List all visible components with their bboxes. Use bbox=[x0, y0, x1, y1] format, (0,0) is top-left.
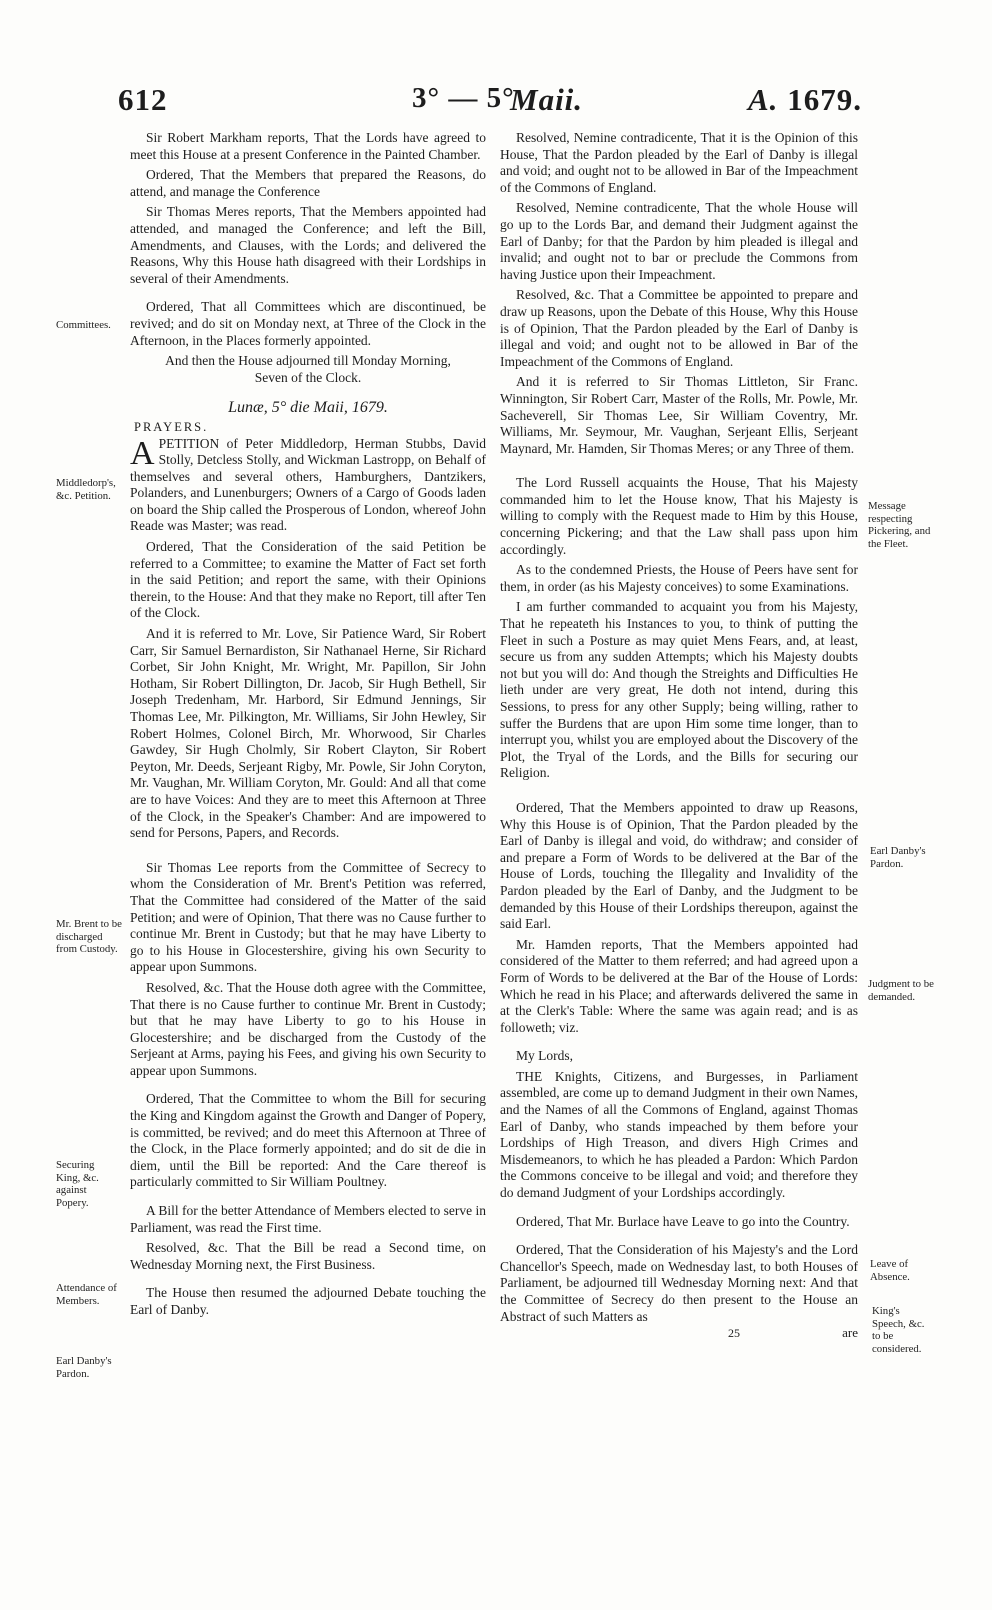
drop-cap: A bbox=[130, 434, 155, 472]
left-p9: Sir Thomas Lee reports from the Committee of Secrecy to whom the Consideration of Mr. Brent's Petition was referred, That the Committee had considered of the Matter of the said Petition; and were of Opinion, That there was no Cause further to continue Mr. Brent in Custody; but that he may have Liberty to go to his House in Glocestershire, giving his own Security to appear upon Summons. bbox=[130, 859, 486, 975]
page-number: 612 bbox=[118, 82, 168, 117]
left-p11: Ordered, That the Committee to whom the Bill for securing the King and Kingdom against the Growth and Danger of Popery, is committed, be revived; and do meet this Afternoon at Three of the Clock, in the Place formerly appointed; and do sit de die in diem, until the Bill be reported: And the Care thereof is particularly committed to Sir William Poultney. bbox=[130, 1091, 486, 1190]
margin-note-danby: Earl Danby's Pardon. bbox=[56, 1355, 112, 1380]
margin-note-securing: Securing King, &c. against Popery. bbox=[56, 1159, 99, 1209]
left-p4: Ordered, That all Committees which are discontinued, be revived; and do sit on Monday next, at Three of the Clock in the Afternoon, in the Places formerly appointed. bbox=[130, 299, 486, 348]
right-p4: And it is referred to Sir Thomas Littleton, Sir Franc. Winnington, Sir Robert Carr, Master of the Rolls, Mr. Powle, Mr. Sacheverell, Sir Thomas Lee, Sir William Coventry, Mr. Williams, Mr. Seymour, Mr. Vaughan, Serjeant Ellis, Serjeant Maynard, Mr. Hamden, Sir Thomas Meres; or any Three of them. bbox=[500, 374, 858, 456]
right-p7: I am further commanded to acquaint you from his Majesty, That he repeateth his Instances to you, to think of putting the Fleet in such a Posture as may quiet Mens Fears, and, at least, secure us from any sudden Attempts; which his Majesty doubts not but you will do: And though the Streights and Difficulties He lieth under are very great, He doth not intend, during this Sessions, to press for any other Supply; being willing, rather to suffer the Burdens that are upon Him some time longer, than to interrupt you, whilst you are employed about the Discovery of the Plot, the Tryal of the Lords, and the Bills for securing our Religion. bbox=[500, 599, 858, 781]
page-footer bbox=[500, 1325, 858, 1343]
header-year bbox=[748, 82, 862, 118]
right-p1: Resolved, Nemine contradicente, That it is the Opinion of this House, That the Pardon pleaded by the Earl of Danby is illegal and void; and ought not to be allowed in Bar of the Impeachment of the Commons of England. bbox=[500, 130, 858, 195]
left-p6 bbox=[130, 436, 486, 536]
right-p5: The Lord Russell acquaints the House, That his Majesty commanded him to let the House know, That his Majesty is willing to comply with the Request made to Him by this House, concerning Pickering; and that the Law shall pass upon him accordingly. bbox=[500, 475, 858, 557]
right-p11: Ordered, That Mr. Burlace have Leave to go into the Country. bbox=[516, 1213, 850, 1229]
margin-note-leave: Leave of Absence. bbox=[870, 1258, 910, 1283]
left-p1: Sir Robert Markham reports, That the Lords have agreed to meet this House at a present Conference in the Painted Chamber. bbox=[130, 130, 486, 162]
right-p9: Mr. Hamden reports, That the Members appointed had considered of the Matter to them referred; and had agreed upon a Form of Words to be delivered at the Bar of the House of Lords: Which he read in his Place; and afterwards delivered the same in at the Clerk's Table: Where the same was again read; and is as followeth; viz. bbox=[500, 936, 858, 1035]
left-p7: Ordered, That the Consideration of the said Petition be referred to a Committee; to examine the Matter of Fact set forth in the said Petition; and report the same, with their Opinions therein, to the House: And that they make no Report, till after Ten of the Clock. bbox=[130, 539, 486, 621]
margin-note-committees: Committees. bbox=[56, 319, 111, 331]
header-month bbox=[510, 82, 583, 118]
right-column bbox=[500, 130, 858, 1343]
salutation: My Lords, bbox=[516, 1048, 573, 1064]
signature-mark: 25 bbox=[728, 1326, 740, 1341]
header-year-prefix: A. bbox=[748, 82, 779, 117]
margin-note-judgment: Judgment to be demanded. bbox=[868, 978, 934, 1003]
left-p3: Sir Thomas Meres reports, That the Members appointed had attended, and managed the Conference; and left the Bill, Amendments, and Clauses, with the Lords; and delivered the Reasons, Why this House hath disagreed with their Lordships in several of their Amendments. bbox=[130, 204, 486, 286]
left-column bbox=[130, 130, 486, 1323]
left-p12: A Bill for the better Attendance of Members elected to serve in Parliament, was read the First time. bbox=[130, 1203, 487, 1235]
day-heading: Lunæ, 5° die Maii, 1679. bbox=[228, 399, 388, 417]
left-p8: And it is referred to Mr. Love, Sir Patience Ward, Sir Robert Carr, Sir Samuel Bernardiston, Sir Nathanael Herne, Sir Richard Corbet, Sir John Knight, Mr. Wright, Mr. Papillon, Sir John Hotham, Sir Robert Dillington, Dr. Jacob, Sir Hugh Bethell, Sir Joseph Tredenham, Mr. Harbord, Sir Edmund Jennings, Sir Thomas Lee, Mr. Pilkington, Mr. Williams, Sir John Hewley, Sir Robert Holmes, Colonel Birch, Mr. Whorwood, Sir Charles Gawdey, Sir Hugh Cholmly, Sir Robert Clayton, Sir Robert Peyton, Mr. Deeds, Serjeant Rigby, Mr. Powle, Sir John Coryton, Mr. Vaughan, Mr. William Coryton, Mr. Gould: And all that come are to have Voices: And they are to meet this Afternoon at Three of the Clock, in the Speaker's Chamber: And are impowered to send for Persons, Papers, and Records. bbox=[130, 626, 486, 841]
right-p3: Resolved, &c. That a Committee be appointed to prepare and draw up Reasons, upon the Debate of this House, Why this House is of Opinion, That the Pardon pleaded by the Earl of Danby is illegal and void; and ought not to be allowed in Bar of the Impeachment of the Commons of England. bbox=[500, 287, 858, 369]
right-p12: Ordered, That the Consideration of his Majesty's and the Lord Chancellor's Speech, made on Wednesday last, to both Houses of Parliament, be adjourned till Wednesday Morning next: And that the Committee of Secrecy do then present to the House an Abstract of such Matters as bbox=[500, 1242, 858, 1324]
margin-note-brent: Mr. Brent to be discharged from Custody. bbox=[56, 918, 122, 956]
catchword: are bbox=[842, 1325, 858, 1341]
margin-note-attendance: Attendance of Members. bbox=[56, 1282, 117, 1307]
header-month-text: Maii. bbox=[510, 82, 584, 117]
left-p5: And then the House adjourned till Monday Morning, Seven of the Clock. bbox=[165, 353, 451, 385]
right-p8: Ordered, That the Members appointed to draw up Reasons, Why this House is of Opinion, That the Pardon pleaded by the Earl of Danby is illegal and void, do withdraw; and consider of and prepare a Form of Words to be delivered at the Bar of the House of Lords, touching the Illegality and Invalidity of the Pardon pleaded by the Earl of Danby, and the Judgment to be demanded by this House of their Lordships thereupon, against the said Earl. bbox=[500, 799, 858, 932]
left-p10: Resolved, &c. That the House doth agree with the Committee, That there is no Cause further to continue Mr. Brent in Custody; but that he may have Liberty to go to his House in Glocestershire; and be discharged from the Custody of the Serjeant at Arms, paying his Fees, and giving his own Security to appear upon Summons. bbox=[130, 979, 486, 1078]
prayers-heading: PRAYERS. bbox=[134, 419, 209, 434]
right-p2: Resolved, Nemine contradicente, That the whole House will go up to the Lords Bar, and demand their Judgment against the Earl of Danby; for that the Pardon by him pleaded is illegal and invalid; and ought not to bar or preclude the Commons from having Justice upon their Impeachment. bbox=[500, 200, 858, 282]
margin-note-middledorp: Middledorp's, &c. Petition. bbox=[56, 477, 116, 502]
margin-note-speech: King's Speech, &c. to be considered. bbox=[872, 1305, 925, 1355]
margin-note-message: Message respecting Pickering, and the Fleet. bbox=[868, 500, 931, 550]
right-p10: THE Knights, Citizens, and Burgesses, in Parliament assembled, are come up to demand Judgment in their own Names, and the Names of all the Commons of England, against Thomas Earl of Danby, who stands impeached by them before your Lordships of High Treason, and divers High Crimes and Misdemeanors, to which he has pleaded a Pardon: Which Pardon the Commons conceive to be illegal and void; and therefore they do demand Judgment of your Lordships accordingly. bbox=[500, 1068, 858, 1201]
header-dates: 3° — 5° bbox=[412, 82, 515, 114]
left-p13: Resolved, &c. That the Bill be read a Second time, on Wednesday Morning next, the First Business. bbox=[130, 1240, 486, 1272]
margin-note-danby-right: Earl Danby's Pardon. bbox=[870, 845, 926, 870]
header-year-text: 1679. bbox=[787, 82, 862, 117]
left-p14: The House then resumed the adjourned Debate touching the Earl of Danby. bbox=[130, 1285, 486, 1317]
left-p6-text: PETITION of Peter Middledorp, Herman Stubbs, David Stolly, Detcless Stolly, and Wickman Lastropp, on Behalf of themselves and several others, Hamburghers, Dantzikers, Polanders, and Lunenburgers; Owners of a Cargo of Goods laden on board the Ship called the Prosperous of London, whereof John Reade was Master; was read. bbox=[130, 435, 486, 534]
right-p6: As to the condemned Priests, the House of Peers have sent for them, in order (as his Majesty conceives) to some Examinations. bbox=[500, 562, 858, 594]
left-p2: Ordered, That the Members that prepared the Reasons, do attend, and manage the Conference bbox=[130, 167, 486, 199]
